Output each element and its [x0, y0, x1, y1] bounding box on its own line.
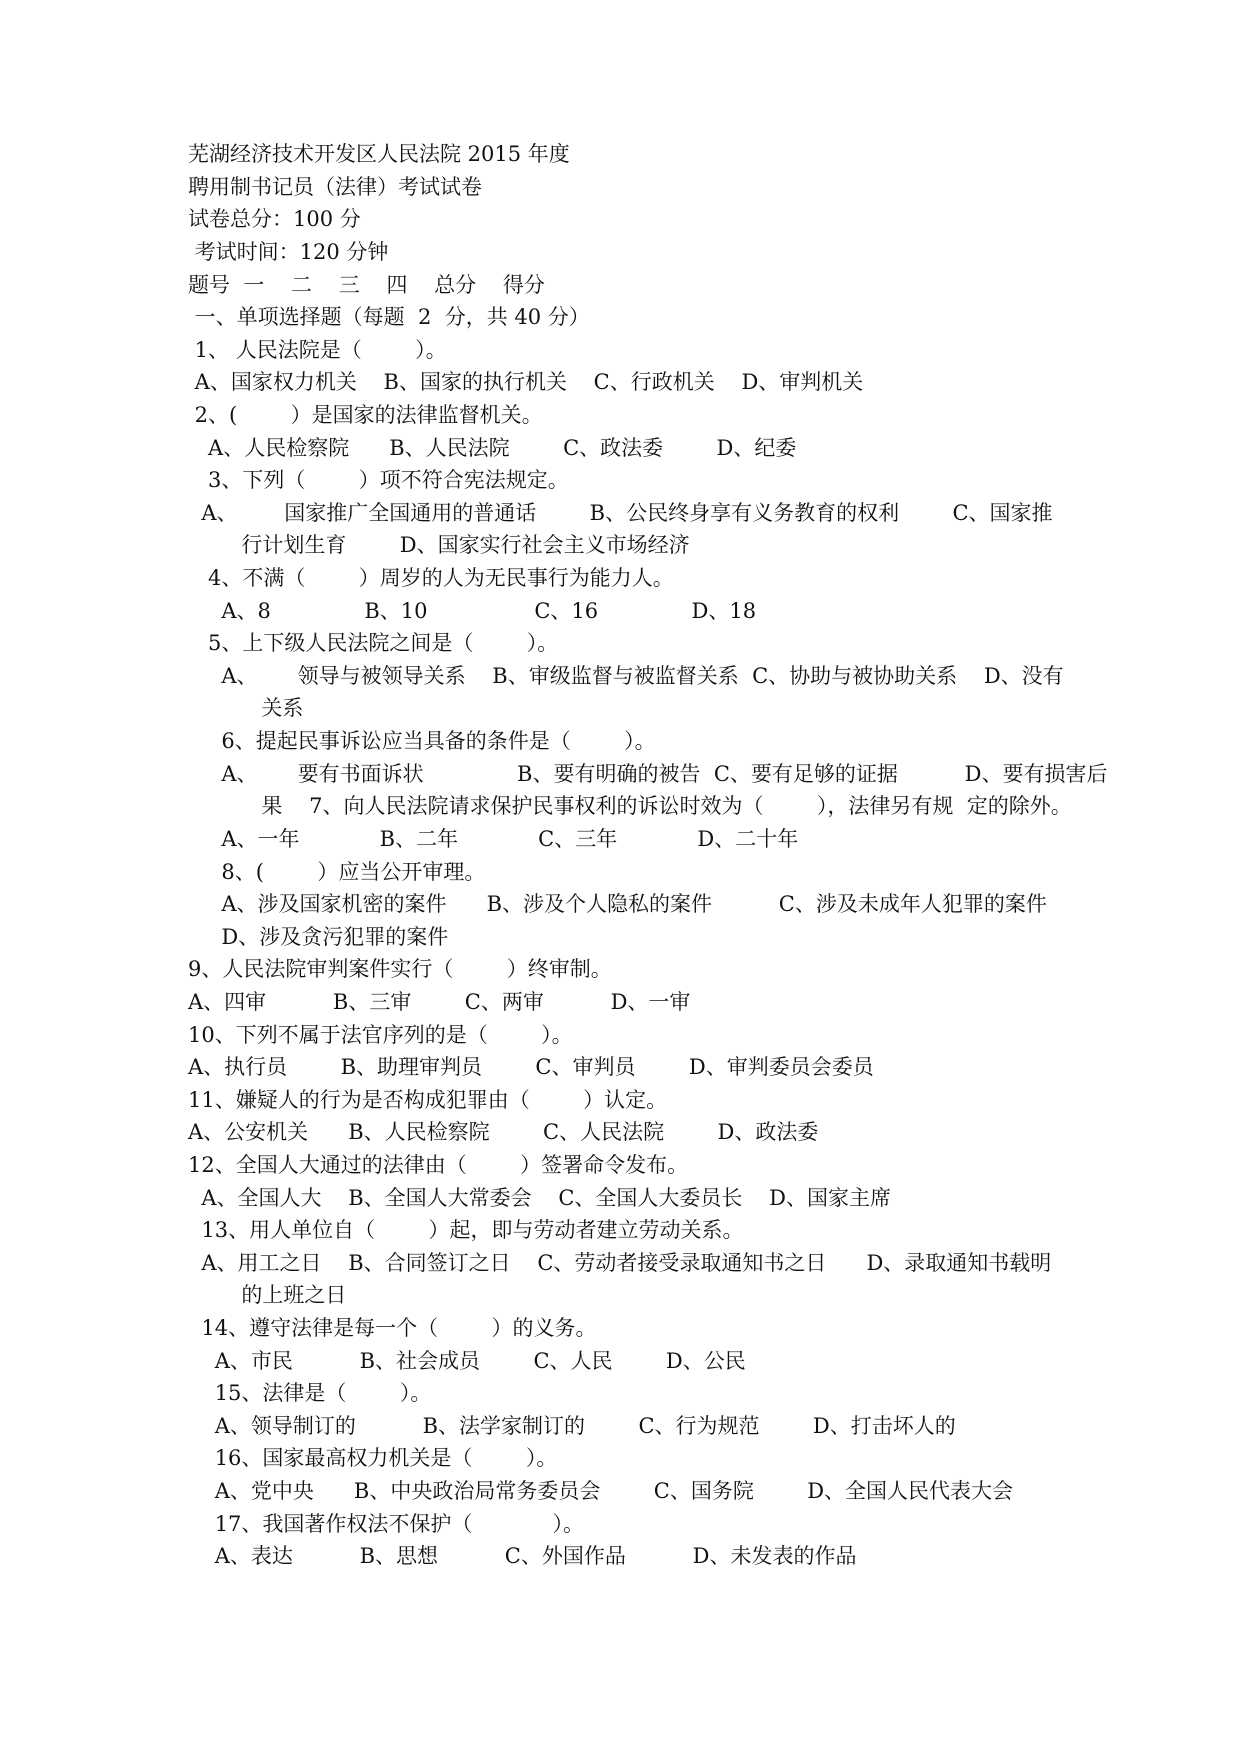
question-line: 3、下列（ ）项不符合宪法规定。: [188, 468, 569, 492]
exam-time: 考试时间：120 分钟: [188, 240, 389, 264]
question-line: 4、不满（ ）周岁的人为无民事行为能力人。: [188, 566, 674, 590]
question-line: 9、人民法院审判案件实行（ ）终审制。: [188, 957, 612, 981]
question-line: 13、用人单位自（ ）起，即与劳动者建立劳动关系。: [188, 1218, 744, 1242]
question-line: 行计划生育 D、国家实行社会主义市场经济: [188, 533, 690, 557]
question-line: A、国家权力机关 B、国家的执行机关 C、行政机关 D、审判机关: [188, 370, 864, 394]
question-line: A、四审 B、三审 C、两审 D、一审: [188, 990, 691, 1014]
question-line: A、 国家推广全国通用的普通话 B、公民终身享有义务教育的权利 C、国家推: [188, 501, 1053, 525]
question-line: A、涉及国家机密的案件 B、涉及个人隐私的案件 C、涉及未成年人犯罪的案件: [188, 892, 1047, 916]
question-line: 1、 人民法院是（ ）。: [188, 338, 447, 362]
question-line: 17、我国著作权法不保护（ ）。: [188, 1512, 585, 1536]
question-line: A、8 B、10 C、16 D、18: [188, 599, 757, 623]
question-line: A、公安机关 B、人民检察院 C、人民法院 D、政法委: [188, 1120, 819, 1144]
question-line: A、 要有书面诉状 B、要有明确的被告 C、要有足够的证据 D、要有损害后: [188, 762, 1108, 786]
question-line: 10、下列不属于法官序列的是（ ）。: [188, 1023, 573, 1047]
question-line: 5、上下级人民法院之间是（ ）。: [188, 631, 559, 655]
question-line: D、涉及贪污犯罪的案件: [188, 925, 449, 949]
question-line: 16、国家最高权力机关是（ ）。: [188, 1446, 558, 1470]
question-line: 的上班之日: [188, 1283, 347, 1307]
question-line: A、用工之日 B、合同签订之日 C、劳动者接受录取通知书之日 D、录取通知书载明: [188, 1251, 1052, 1275]
question-line: A、人民检察院 B、人民法院 C、政法委 D、纪委: [188, 436, 797, 460]
question-line: A、表达 B、思想 C、外国作品 D、未发表的作品: [188, 1544, 857, 1568]
question-line: A、一年 B、二年 C、三年 D、二十年: [188, 827, 799, 851]
total-score: 试卷总分：100 分: [188, 207, 361, 231]
question-line: A、全国人大 B、全国人大常委会 C、全国人大委员长 D、国家主席: [188, 1186, 891, 1210]
question-line: 6、提起民事诉讼应当具备的条件是（ ）。: [188, 729, 656, 753]
question-line: 12、全国人大通过的法律由（ ）签署命令发布。: [188, 1153, 689, 1177]
question-line: 2、( ）是国家的法律监督机关。: [188, 403, 543, 427]
question-line: 15、法律是（ ）。: [188, 1381, 432, 1405]
score-table-header: 题号 一 二 三 四 总分 得分: [188, 273, 545, 297]
question-line: A、党中央 B、中央政治局常务委员会 C、国务院 D、全国人民代表大会: [188, 1479, 1014, 1503]
question-line: 8、( ）应当公开审理。: [188, 860, 486, 884]
question-line: 关系: [188, 696, 304, 720]
title-line-2: 聘用制书记员（法律）考试试卷: [188, 175, 482, 199]
question-line: A、领导制订的 B、法学家制订的 C、行为规范 D、打击坏人的: [188, 1414, 956, 1438]
question-line: A、 领导与被领导关系 B、审级监督与被监督关系 C、协助与被协助关系 D、没有: [188, 664, 1064, 688]
title-line-1: 芜湖经济技术开发区人民法院 2015 年度: [188, 142, 570, 166]
section-heading: 一、单项选择题（每题 2 分，共 40 分）: [188, 305, 590, 329]
question-line: 14、遵守法律是每一个（ ）的义务。: [188, 1316, 597, 1340]
question-line: 果 7、向人民法院请求保护民事权利的诉讼时效为（ ），法律另有规 定的除外。: [188, 794, 1072, 818]
question-line: 11、嫌疑人的行为是否构成犯罪由（ ）认定。: [188, 1088, 668, 1112]
question-line: A、市民 B、社会成员 C、人民 D、公民: [188, 1349, 746, 1373]
question-line: A、执行员 B、助理审判员 C、审判员 D、审判委员会委员: [188, 1055, 874, 1079]
